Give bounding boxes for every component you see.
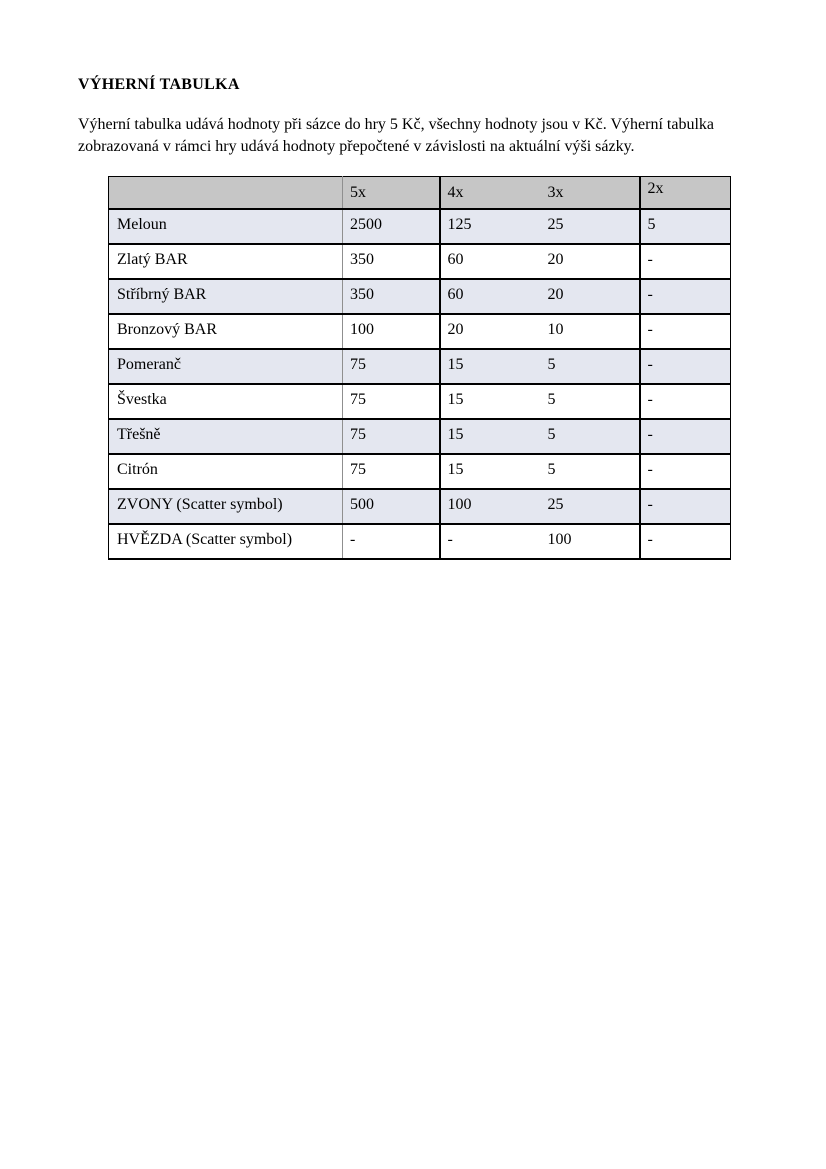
col-header-2x: 2x [640,177,731,209]
table-row-tresne [109,419,731,454]
payout-3x: 25 [541,209,640,244]
payout-2x: 5 [640,209,731,244]
payout-3x: 20 [541,279,640,314]
payout-5x: 100 [343,314,440,349]
col-header-4x: 4x [440,177,541,209]
payout-5x: 75 [343,454,440,489]
payout-3x: 10 [541,314,640,349]
payout-3x: 5 [541,419,640,454]
payout-2x: - [640,489,731,524]
payout-2x: - [640,524,731,559]
table-row-citron [109,454,731,489]
payout-2x: - [640,454,731,489]
payout-3x: 5 [541,349,640,384]
payout-5x: 350 [343,279,440,314]
payout-4x: 20 [440,314,541,349]
payout-4x: 15 [440,349,541,384]
table-row-bronzovy-bar [109,314,731,349]
table-row-stribrny-bar [109,279,731,314]
symbol-name: Švestka [109,384,343,419]
payout-4x: - [440,524,541,559]
symbol-name: Meloun [109,209,343,244]
table-row-zvony [109,489,731,524]
payout-table-container [108,176,731,560]
payout-5x: 2500 [343,209,440,244]
symbol-name: Bronzový BAR [109,314,343,349]
symbol-name: Citrón [109,454,343,489]
payout-4x: 15 [440,454,541,489]
payout-5x: 75 [343,419,440,454]
symbol-name: ZVONY (Scatter symbol) [109,489,343,524]
col-header-5x: 5x [343,177,440,209]
header-row [109,177,731,209]
payout-2x: - [640,384,731,419]
col-header-symbol [109,177,343,209]
table-row-meloun [109,209,731,244]
payout-2x: - [640,314,731,349]
payout-3x: 25 [541,489,640,524]
table-row-pomeranc [109,349,731,384]
page-title: VÝHERNÍ TABULKA [78,76,240,93]
payout-2x: - [640,279,731,314]
payout-5x: 350 [343,244,440,279]
col-header-3x: 3x [541,177,640,209]
payout-4x: 15 [440,384,541,419]
payout-2x: - [640,244,731,279]
payout-3x: 20 [541,244,640,279]
payout-2x: - [640,349,731,384]
table-row-svestka [109,384,731,419]
payout-table [108,176,731,560]
payout-3x: 100 [541,524,640,559]
intro-line-2: zobrazovaná v rámci hry udává hodnoty přepočtené v závislosti na aktuální výši sázky. [78,137,635,155]
payout-5x: 75 [343,349,440,384]
symbol-name: Stříbrný BAR [109,279,343,314]
symbol-name: Zlatý BAR [109,244,343,279]
intro-paragraph [78,114,768,157]
symbol-name: Pomeranč [109,349,343,384]
payout-4x: 15 [440,419,541,454]
table-row-zlaty-bar [109,244,731,279]
payout-4x: 100 [440,489,541,524]
symbol-name: HVĚZDA (Scatter symbol) [109,524,343,559]
symbol-name: Třešně [109,419,343,454]
payout-4x: 60 [440,244,541,279]
payout-3x: 5 [541,454,640,489]
payout-2x: - [640,419,731,454]
payout-3x: 5 [541,384,640,419]
payout-4x: 125 [440,209,541,244]
intro-line-1: Výherní tabulka udává hodnoty při sázce do hry 5 Kč, všechny hodnoty jsou v Kč. Výherní tabulka [78,116,714,133]
payout-4x: 60 [440,279,541,314]
payout-5x: - [343,524,440,559]
payout-5x: 500 [343,489,440,524]
payout-5x: 75 [343,384,440,419]
table-row-hvezda [109,524,731,559]
